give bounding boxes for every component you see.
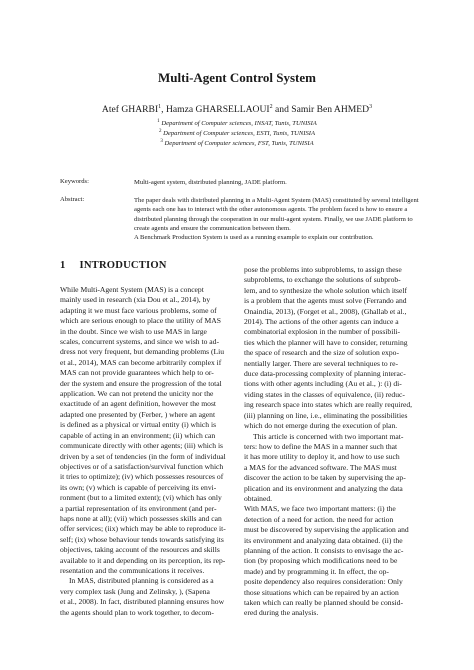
body-line: those situations which can be repaired by an action <box>244 587 399 597</box>
body-line: which do not emerge during the execution of plan. <box>244 421 398 431</box>
author-line <box>0 104 474 115</box>
body-line: lem, and to synthesize the whole solution which itself <box>244 285 408 295</box>
body-line: the agents should plan to work together, to decom- <box>60 607 214 617</box>
body-line: pose the problems into subproblems, to assign these <box>244 265 402 274</box>
body-line: With MAS, we face two important matters: (i) the <box>244 504 396 514</box>
keywords-text <box>134 178 424 187</box>
body-line: self; (ix) whose behaviour tends towards satisfying its <box>60 534 224 544</box>
affiliation-marker: 3 <box>160 139 163 144</box>
section-heading <box>60 260 167 271</box>
abstract-line: The paper deals with distributed planning in a Multi-Agent System (MAS) constituted by several intelligent <box>134 197 419 204</box>
body-line: which are serious enough to place the utility of MAS <box>60 316 221 326</box>
body-line: made) and by programming it. In effect, the op- <box>244 566 389 576</box>
body-line: This article is concerned with two important mat- <box>253 431 404 441</box>
body-line: In MAS, distributed planning is considered as a <box>69 576 214 586</box>
body-line: 2014). The actions of the other agents can induce a <box>244 317 399 327</box>
body-line: resentation and the communications it receives. <box>60 565 205 575</box>
left-column <box>60 285 237 618</box>
abstract-label: Abstract: <box>60 196 85 203</box>
body-line: posite dependency also requires consideration: Only <box>244 577 403 587</box>
body-line: a MAS for the advanced software. The MAS must <box>244 462 397 472</box>
body-line: a partial representation of its environment (and per- <box>60 503 217 513</box>
abstract-line: agents each one has to interact with the other autonomous agents. The problem faced is how to ensure a <box>134 206 408 214</box>
abstract-line: A Benchmark Production System is used as a running example to explain our contribution. <box>134 234 374 242</box>
affiliation-marker: 2 <box>159 129 162 134</box>
body-line: its own; (v) which is capable of perceiving its envi- <box>60 482 217 492</box>
body-line: ing research space into states which are really required, <box>244 400 413 410</box>
affiliation-marker: 1 <box>157 119 160 124</box>
body-line: available to it and depending on its perception, its rep- <box>60 555 226 565</box>
author-name: Atef GHARBI <box>101 104 159 116</box>
author-name: , Hamza GHARSELLAOUI <box>161 104 270 116</box>
abstract-line: distributed planning through the cooperation in our multi-agent system. Finally, we use JADE platform to <box>134 215 413 223</box>
body-line: adapted one presented by (Ferber, ) where an agent <box>60 409 216 419</box>
affiliation-text: Department of Computer sciences, ESTI, Tunis, TUNISIA <box>163 130 315 138</box>
body-line: application. We can not pretend the unicity nor the <box>60 389 214 399</box>
body-line: the space of research and the size of solution expo- <box>244 348 399 358</box>
body-line: driven by a set of tendencies (in the form of individual <box>60 451 226 461</box>
affiliation-marker: 2 <box>269 104 273 110</box>
abstract-line: create agents and ensure the communication between them. <box>134 224 291 232</box>
body-line: MAS can not provide guarantees which help to or- <box>60 368 214 378</box>
body-line: adapting it we must face various problems, some of <box>60 305 217 315</box>
body-line: nentially larger. There are several techniques to re- <box>244 358 399 368</box>
body-line: subproblems, to exchange the solutions of subprob- <box>244 275 401 285</box>
body-line: in the doubt. Since we wish to use MAS in large <box>60 326 207 336</box>
body-line: combinatorial explosion in the number of possibili- <box>244 327 401 337</box>
body-line: ties which the planner will have to consider, returning <box>244 337 408 347</box>
body-line: ronment (but to a limited extent); (vi) which has only <box>60 493 222 503</box>
body-line: obtained. <box>244 493 273 503</box>
body-line: taken which can really be planned should be consid- <box>244 598 403 607</box>
body-line: ters: how to define the MAS in a manner such that <box>244 441 398 451</box>
affiliation <box>0 119 474 127</box>
body-line: While Multi-Agent System (MAS) is a concept <box>60 285 204 294</box>
body-line: viding states in the classes of equivalence, (ii) reduc- <box>244 389 405 399</box>
keywords-label: Keywords: <box>60 178 89 185</box>
body-line: objectives, taking account of the resources and skills <box>60 545 220 555</box>
affiliation-marker: 1 <box>158 104 162 110</box>
body-line: planning of the action. It consists to envisage the ac- <box>244 545 404 555</box>
body-line: dress not very frequent, but demanding problems (Liu <box>60 347 225 357</box>
abstract-text <box>134 196 424 242</box>
body-line: plication and its environment and analyzing the data <box>244 483 403 493</box>
body-line: its environment and analyzing data obtained. (ii) the <box>244 535 403 545</box>
body-line: scales, concurrent systems, and since we wish to ad- <box>60 337 220 347</box>
body-line: der the system and ensure the progression of the total <box>60 378 222 388</box>
body-line: exactitude of an agent definition, however the most <box>60 399 217 409</box>
right-column <box>244 265 422 619</box>
affiliation-marker: 3 <box>369 104 373 110</box>
body-line: offer services; (iix) which may be able to reproduce it- <box>60 524 226 534</box>
affiliation <box>0 139 474 147</box>
body-line: mainly used in research (xia Dou et al., 2014), by <box>60 295 211 305</box>
body-line: communicate directly with other agents; (iii) which is <box>60 441 224 451</box>
body-line: ered during the analysis. <box>244 608 319 618</box>
body-line: et al., 2014), MAS can become arbitrarily complex if <box>60 357 222 367</box>
body-line: capable of acting in an environment; (ii) which can <box>60 430 216 440</box>
body-line: Onaindia, 2013), (Forget et al., 2008), (Ghallab et al., <box>244 306 407 316</box>
body-line: it has more utility to deploy it, and how to use such <box>244 452 400 462</box>
affiliation-text: Department of Computer sciences, INSAT, Tunis, TUNISIA <box>161 120 317 128</box>
keywords-line: Multi-agent system, distributed planning, JADE platform. <box>134 179 287 186</box>
paper-title: Multi-Agent Control System <box>158 70 316 85</box>
body-line: et al., 2008). In fact, distributed planning ensures how <box>60 597 225 607</box>
body-line: tion (by proposing which modifications need to be <box>244 556 398 566</box>
body-line: very complex task (Jung and Zelinsky, ), (Sapena <box>60 586 210 596</box>
section-title: INTRODUCTION <box>79 260 167 271</box>
body-line: tions with other agents including (Au et al., ): (i) di- <box>244 379 402 389</box>
body-line: duce data-processing complexity of planning interac- <box>244 369 406 379</box>
body-line: must be discovered by supervising the application and <box>244 525 409 535</box>
body-line: it tries to optimize); (iv) which possesses resources of <box>60 472 224 482</box>
body-line: detection of a need for action. the need for action <box>244 514 394 524</box>
body-line: (iii) planning on line, i.e., eliminating the possibilities <box>244 410 408 420</box>
body-line: is a problem that the agents must solve (Ferrando and <box>244 296 407 306</box>
body-line: discover the action to be taken by supervising the ap- <box>244 473 406 483</box>
body-line: is defined as a physical or virtual entity (i) which is <box>60 420 217 430</box>
affiliation <box>0 129 474 137</box>
affiliation-text: Department of Computer sciences, FST, Tunis, TUNISIA <box>164 140 314 148</box>
author-name: and Samir Ben AHMED <box>272 104 370 116</box>
body-line: objectives or of a satisfaction/survival function which <box>60 461 224 471</box>
section-number: 1 <box>60 260 66 271</box>
body-line: haps none at all); (vii) which possesses skills and can <box>60 513 222 523</box>
